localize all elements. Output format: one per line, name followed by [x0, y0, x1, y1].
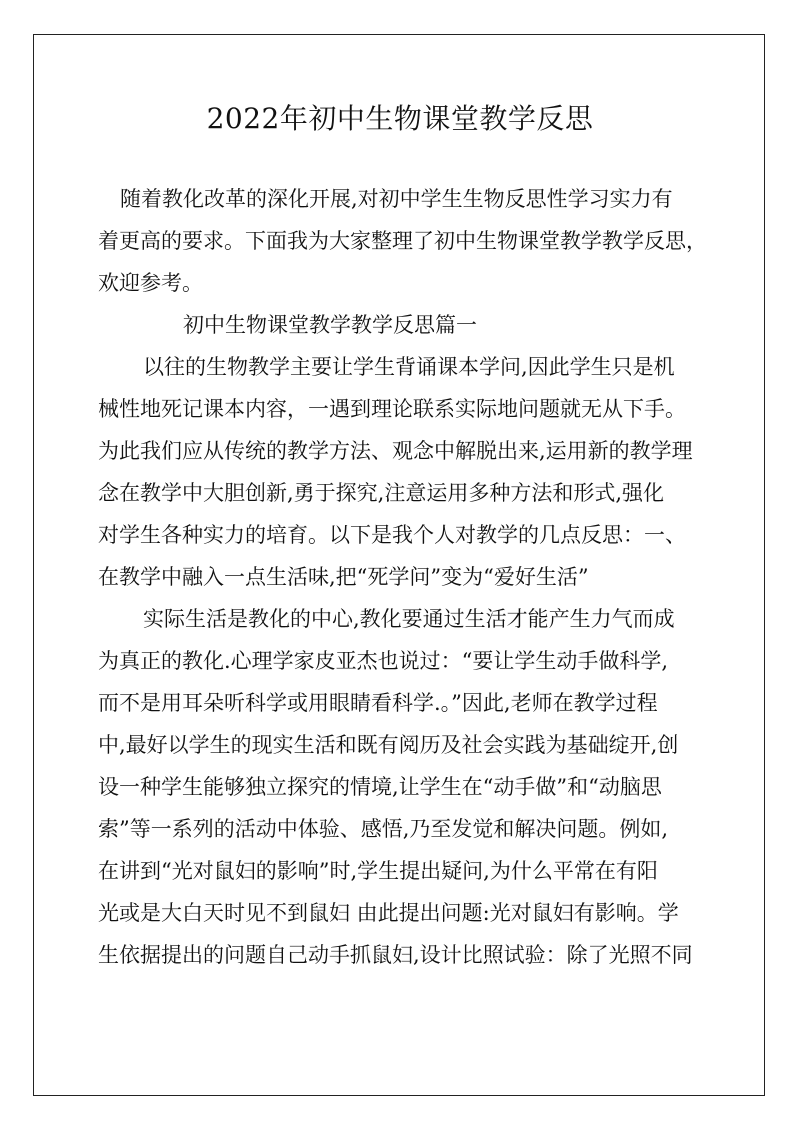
paragraph2-line-4: 中,最好以学生的现实生活和既有阅历及社会实践为基础绽开,创 — [98, 733, 679, 757]
paragraph2-line-8: 光或是大白天时见不到鼠妇 由此提出问题:光对鼠妇有影响。学 — [98, 901, 679, 925]
paragraph1-line-2: 械性地死记课本内容，一遇到理论联系实际地问题就无从下手。 — [98, 397, 686, 421]
paragraph1-line-4: 念在教学中大胆创新,勇于探究,注意运用多种方法和形式,强化 — [98, 481, 665, 505]
paragraph2-line-5: 设一种学生能够独立探究的情境,让学生在“动手做”和“动脑思 — [98, 775, 662, 799]
paragraph2-line-7: 在讲到“光对鼠妇的影响”时,学生提出疑问,为什么平常在有阳 — [98, 859, 658, 883]
intro-line-1: 随着教化改革的深化开展,对初中学生生物反思性学习实力有 — [120, 187, 673, 211]
paragraph2-line-1: 实际生活是教化的中心,教化要通过生活才能产生力气而成 — [143, 607, 675, 631]
intro-line-3: 欢迎参考。 — [98, 271, 203, 295]
paragraph1-line-6: 在教学中融入一点生活味,把“死学问”变为“爱好生活” — [98, 565, 589, 589]
paragraph1-line-3: 为此我们应从传统的教学方法、观念中解脱出来,运用新的教学理 — [98, 439, 693, 463]
paragraph1-line-5: 对学生各种实力的培育。以下是我个人对教学的几点反思：一、 — [98, 523, 686, 547]
paragraph2-line-2: 为真正的教化.心理学家皮亚杰也说过：“要让学生动手做科学, — [98, 649, 669, 673]
document-title: 2022年初中生物课堂教学反思 — [206, 102, 594, 135]
paragraph2-line-9: 生依据提出的问题自己动手抓鼠妇,设计比照试验：除了光照不同 — [98, 943, 693, 967]
intro-line-2: 着更高的要求。下面我为大家整理了初中生物课堂教学教学反思， — [98, 229, 707, 253]
section-heading: 初中生物课堂教学教学反思篇一 — [183, 313, 477, 337]
paragraph2-line-6: 索”等一系列的活动中体验、感悟,乃至发觉和解决问题。例如, — [98, 817, 669, 841]
paragraph2-line-3: 而不是用耳朵听科学或用眼睛看科学.。”因此,老师在教学过程 — [98, 691, 658, 715]
paragraph1-line-1: 以往的生物教学主要让学生背诵课本学问,因此学生只是机 — [143, 355, 675, 379]
